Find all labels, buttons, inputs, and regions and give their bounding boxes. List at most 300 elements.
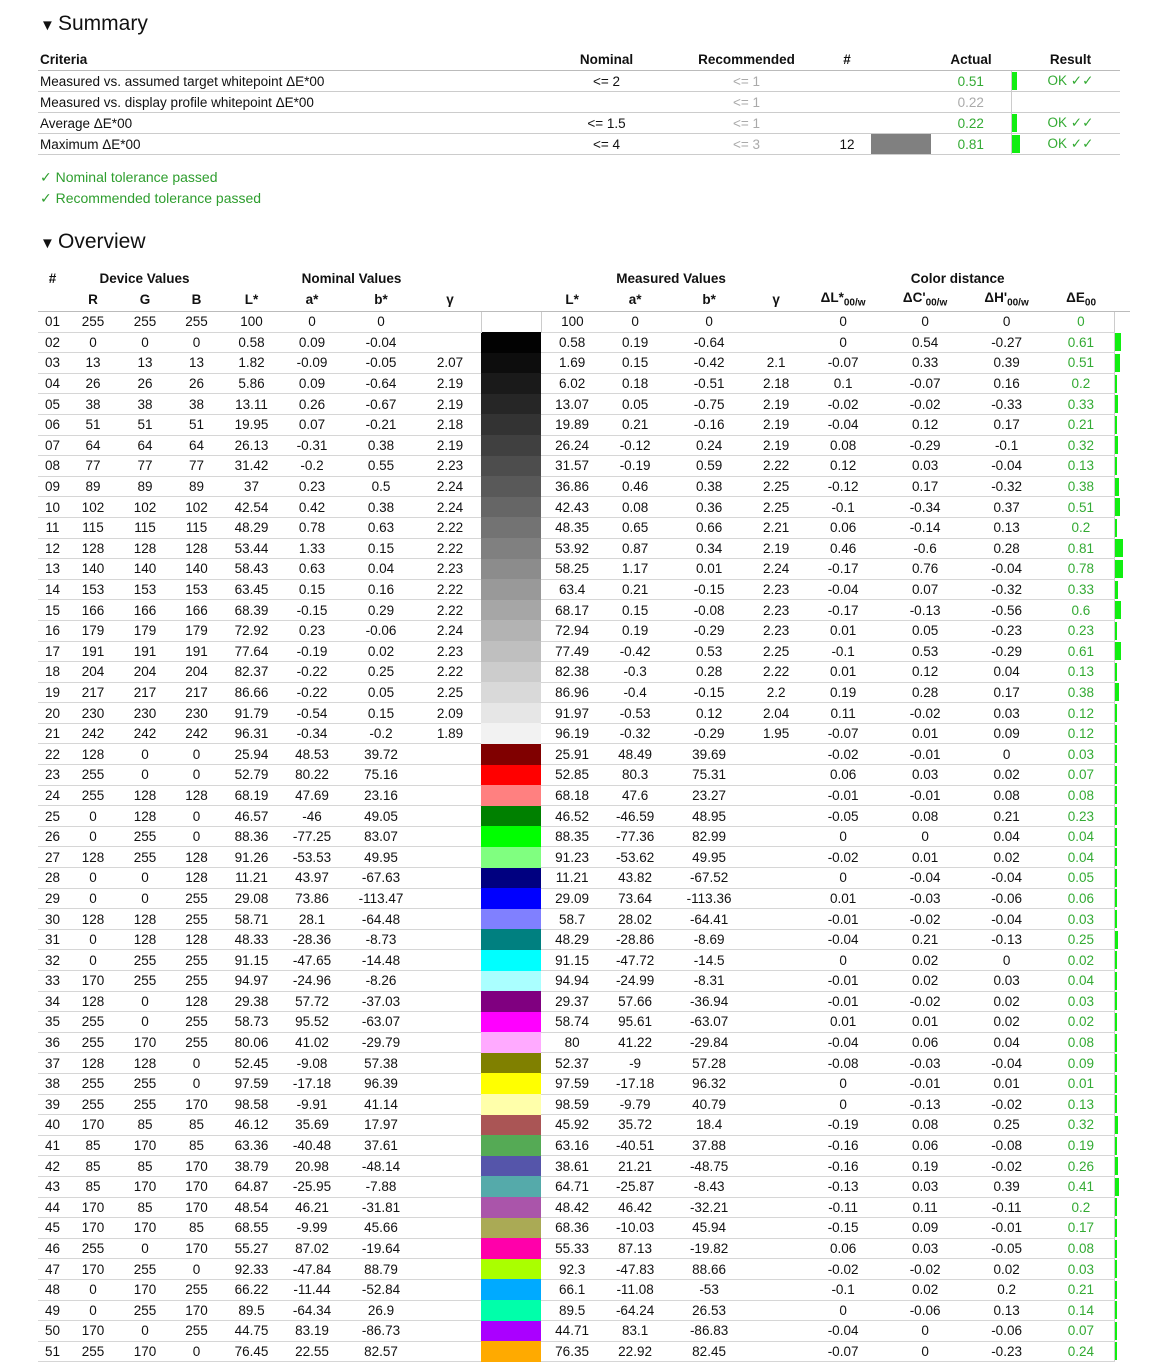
- nominal-gamma: 2.23: [419, 456, 481, 477]
- measured-b: 49.95: [667, 847, 751, 868]
- measured-gamma: [751, 1279, 801, 1300]
- nominal-l: 52.45: [222, 1053, 281, 1074]
- measured-a: 83.1: [603, 1321, 667, 1342]
- nominal-a: 0.78: [281, 517, 343, 538]
- measured-l: 42.43: [541, 497, 603, 518]
- device-g: 166: [119, 600, 171, 621]
- delta-h: 0.03: [965, 703, 1048, 724]
- measured-b: 0.12: [667, 703, 751, 724]
- color-swatch: [481, 353, 541, 374]
- nominal-l: 94.97: [222, 971, 281, 992]
- summary-count: [823, 113, 871, 134]
- delta-c: 0.08: [885, 806, 965, 827]
- device-b: 89: [171, 476, 222, 497]
- delta-h: -0.02: [965, 1094, 1048, 1115]
- col-r: R: [67, 288, 119, 312]
- delta-l: -0.16: [801, 1135, 885, 1156]
- measured-b: 0.66: [667, 517, 751, 538]
- nominal-gamma: [419, 868, 481, 889]
- nominal-gamma: [419, 1300, 481, 1321]
- nominal-gamma: 1.89: [419, 723, 481, 744]
- overview-header-number: #: [48, 270, 57, 286]
- device-b: 0: [171, 1259, 222, 1280]
- nominal-a: -47.84: [281, 1259, 343, 1280]
- measured-a: 0.46: [603, 476, 667, 497]
- table-row: [38, 517, 1130, 538]
- row-number: 48: [38, 1279, 67, 1300]
- delta-l: -0.15: [801, 1218, 885, 1239]
- nominal-a: 0.26: [281, 394, 343, 415]
- delta-c: -0.01: [885, 1073, 965, 1094]
- delta-l: 0: [801, 1300, 885, 1321]
- nominal-gamma: 2.19: [419, 435, 481, 456]
- nominal-b: -29.79: [343, 1032, 419, 1053]
- device-r: 77: [67, 456, 119, 477]
- measured-l: 91.23: [541, 847, 603, 868]
- nominal-a: -0.15: [281, 600, 343, 621]
- row-number: 09: [38, 476, 67, 497]
- nominal-b: -64.48: [343, 909, 419, 930]
- nominal-l: 82.37: [222, 662, 281, 683]
- color-swatch: [481, 971, 541, 992]
- device-r: 0: [67, 868, 119, 889]
- overview-toggle[interactable]: [40, 230, 146, 254]
- nominal-b: -0.2: [343, 723, 419, 744]
- delta-e: 0.23: [1048, 620, 1114, 641]
- device-g: 128: [119, 538, 171, 559]
- overview-header-device-values: Device Values: [99, 270, 190, 286]
- delta-e-bar: [1114, 1279, 1130, 1300]
- device-g: 255: [119, 312, 171, 333]
- delta-e-bar: [1114, 353, 1130, 374]
- measured-gamma: [751, 312, 801, 333]
- row-number: 49: [38, 1300, 67, 1321]
- delta-l: -0.01: [801, 971, 885, 992]
- measured-gamma: [751, 1341, 801, 1362]
- measured-a: -47.83: [603, 1259, 667, 1280]
- nominal-l: 55.27: [222, 1238, 281, 1259]
- measured-l: 58.25: [541, 559, 603, 580]
- device-g: 0: [119, 332, 171, 353]
- delta-l: -0.04: [801, 929, 885, 950]
- measured-a: -11.08: [603, 1279, 667, 1300]
- device-b: 255: [171, 1321, 222, 1342]
- device-g: 242: [119, 723, 171, 744]
- triangle-down-icon: ▼: [40, 17, 55, 34]
- measured-l: 80: [541, 1032, 603, 1053]
- delta-e: 0.14: [1048, 1300, 1114, 1321]
- color-swatch: [481, 312, 541, 333]
- measured-l: 63.16: [541, 1135, 603, 1156]
- nominal-b: -67.63: [343, 868, 419, 889]
- col-measured-b: b*: [667, 288, 751, 312]
- nominal-b: -113.47: [343, 888, 419, 909]
- nominal-gamma: 2.07: [419, 353, 481, 374]
- device-b: 170: [171, 1094, 222, 1115]
- row-number: 35: [38, 1012, 67, 1033]
- delta-e: 0.33: [1048, 394, 1114, 415]
- measured-l: 48.29: [541, 929, 603, 950]
- nominal-l: 66.22: [222, 1279, 281, 1300]
- color-swatch: [481, 723, 541, 744]
- delta-c: 0.02: [885, 1279, 965, 1300]
- delta-e: 0.12: [1048, 703, 1114, 724]
- measured-gamma: [751, 1053, 801, 1074]
- measured-l: 100: [541, 312, 603, 333]
- col-nominal-b: b*: [343, 288, 419, 312]
- nominal-l: 46.12: [222, 1115, 281, 1136]
- nominal-a: -53.53: [281, 847, 343, 868]
- delta-e: 0.32: [1048, 1115, 1114, 1136]
- delta-h: 0.39: [965, 1176, 1048, 1197]
- device-r: 230: [67, 703, 119, 724]
- measured-a: 0.65: [603, 517, 667, 538]
- summary-criteria: Measured vs. assumed target whitepoint ΔE*00: [38, 71, 543, 92]
- device-r: 38: [67, 394, 119, 415]
- table-row: [38, 1156, 1130, 1177]
- row-number: 17: [38, 641, 67, 662]
- nominal-b: -19.64: [343, 1238, 419, 1259]
- measured-l: 66.1: [541, 1279, 603, 1300]
- delta-c: 0.54: [885, 332, 965, 353]
- device-b: 170: [171, 1197, 222, 1218]
- nominal-l: 0.58: [222, 332, 281, 353]
- nominal-l: 46.57: [222, 806, 281, 827]
- device-r: 255: [67, 1094, 119, 1115]
- delta-c: 0.19: [885, 1156, 965, 1177]
- measured-gamma: 1.95: [751, 723, 801, 744]
- nominal-l: 25.94: [222, 744, 281, 765]
- summary-result: [1021, 92, 1120, 113]
- measured-gamma: [751, 785, 801, 806]
- row-number: 20: [38, 703, 67, 724]
- delta-e-bar: [1114, 723, 1130, 744]
- delta-e: 0.6: [1048, 600, 1114, 621]
- delta-e: 0.24: [1048, 1341, 1114, 1362]
- delta-e-bar: [1114, 435, 1130, 456]
- table-row: [38, 456, 1130, 477]
- summary-toggle[interactable]: [40, 12, 148, 36]
- device-r: 0: [67, 888, 119, 909]
- device-g: 0: [119, 1321, 171, 1342]
- table-row: [38, 312, 1130, 333]
- delta-e: 0.2: [1048, 1197, 1114, 1218]
- color-swatch: [481, 559, 541, 580]
- color-swatch: [481, 950, 541, 971]
- table-row: [38, 723, 1130, 744]
- device-r: 13: [67, 353, 119, 374]
- nominal-l: 48.54: [222, 1197, 281, 1218]
- row-number: 36: [38, 1032, 67, 1053]
- nominal-a: -9.99: [281, 1218, 343, 1239]
- row-number: 34: [38, 991, 67, 1012]
- measured-l: 76.35: [541, 1341, 603, 1362]
- delta-l: -0.02: [801, 847, 885, 868]
- table-row: [38, 353, 1130, 374]
- table-row: [38, 847, 1130, 868]
- device-r: 217: [67, 682, 119, 703]
- measured-b: -8.69: [667, 929, 751, 950]
- delta-e-bar: [1114, 971, 1130, 992]
- delta-c: -0.6: [885, 538, 965, 559]
- recommended-tolerance-passed: ✓ Recommended tolerance passed: [40, 190, 262, 206]
- nominal-l: 52.79: [222, 765, 281, 786]
- nominal-b: 26.9: [343, 1300, 419, 1321]
- measured-gamma: 2.19: [751, 538, 801, 559]
- nominal-b: -0.64: [343, 373, 419, 394]
- delta-h: 0.25: [965, 1115, 1048, 1136]
- nominal-l: 53.44: [222, 538, 281, 559]
- measured-gamma: [751, 1073, 801, 1094]
- device-r: 0: [67, 332, 119, 353]
- measured-a: 0.21: [603, 579, 667, 600]
- color-swatch: [481, 1218, 541, 1239]
- delta-c: -0.01: [885, 785, 965, 806]
- delta-l: -0.01: [801, 991, 885, 1012]
- device-b: 255: [171, 950, 222, 971]
- measured-a: -64.24: [603, 1300, 667, 1321]
- device-g: 255: [119, 971, 171, 992]
- delta-e-bar: [1114, 703, 1130, 724]
- row-number: 12: [38, 538, 67, 559]
- device-g: 170: [119, 1218, 171, 1239]
- delta-l: -0.02: [801, 1259, 885, 1280]
- device-b: 0: [171, 765, 222, 786]
- device-g: 255: [119, 1300, 171, 1321]
- delta-e: 0.04: [1048, 971, 1114, 992]
- delta-c: 0.06: [885, 1135, 965, 1156]
- delta-e: 0.25: [1048, 929, 1114, 950]
- nominal-l: 63.36: [222, 1135, 281, 1156]
- delta-e-bar: [1114, 600, 1130, 621]
- color-swatch: [481, 1032, 541, 1053]
- summary-result: OK ✓✓: [1021, 71, 1120, 92]
- measured-l: 97.59: [541, 1073, 603, 1094]
- delta-h: -0.08: [965, 1135, 1048, 1156]
- delta-l: -0.13: [801, 1176, 885, 1197]
- delta-h: -0.04: [965, 1053, 1048, 1074]
- nominal-gamma: 2.19: [419, 373, 481, 394]
- nominal-b: -8.26: [343, 971, 419, 992]
- nominal-b: 0.15: [343, 703, 419, 724]
- nominal-gamma: 2.09: [419, 703, 481, 724]
- measured-gamma: [751, 991, 801, 1012]
- summary-count: [823, 71, 871, 92]
- measured-b: -0.16: [667, 414, 751, 435]
- delta-h: -0.04: [965, 559, 1048, 580]
- nominal-b: 0.25: [343, 662, 419, 683]
- measured-b: -0.15: [667, 682, 751, 703]
- summary-nominal: [543, 92, 670, 113]
- delta-e-bar: [1114, 517, 1130, 538]
- nominal-gamma: 2.19: [419, 394, 481, 415]
- device-r: 0: [67, 1279, 119, 1300]
- nominal-l: 58.73: [222, 1012, 281, 1033]
- row-number: 10: [38, 497, 67, 518]
- device-r: 255: [67, 1238, 119, 1259]
- delta-l: -0.02: [801, 744, 885, 765]
- table-row: [38, 662, 1130, 683]
- color-swatch: [481, 1012, 541, 1033]
- delta-e: 0: [1048, 312, 1114, 333]
- measured-a: -0.53: [603, 703, 667, 724]
- measured-gamma: 2.04: [751, 703, 801, 724]
- nominal-gamma: [419, 1053, 481, 1074]
- color-swatch: [481, 517, 541, 538]
- measured-l: 46.52: [541, 806, 603, 827]
- delta-l: 0: [801, 950, 885, 971]
- measured-a: 73.64: [603, 888, 667, 909]
- measured-gamma: [751, 1115, 801, 1136]
- nominal-b: 0.55: [343, 456, 419, 477]
- device-g: 85: [119, 1197, 171, 1218]
- device-b: 242: [171, 723, 222, 744]
- delta-c: 0.76: [885, 559, 965, 580]
- nominal-l: 19.95: [222, 414, 281, 435]
- delta-h: 0.04: [965, 826, 1048, 847]
- color-swatch: [481, 847, 541, 868]
- measured-b: 23.27: [667, 785, 751, 806]
- delta-e-bar: [1114, 1135, 1130, 1156]
- measured-b: -64.41: [667, 909, 751, 930]
- measured-a: 87.13: [603, 1238, 667, 1259]
- device-b: 170: [171, 1300, 222, 1321]
- nominal-l: 88.36: [222, 826, 281, 847]
- nominal-b: -31.81: [343, 1197, 419, 1218]
- delta-e: 0.61: [1048, 332, 1114, 353]
- device-b: 170: [171, 1238, 222, 1259]
- device-r: 64: [67, 435, 119, 456]
- delta-c: -0.03: [885, 888, 965, 909]
- measured-l: 11.21: [541, 868, 603, 889]
- summary-nominal: <= 4: [543, 134, 670, 155]
- nominal-l: 38.79: [222, 1156, 281, 1177]
- delta-h: 0.01: [965, 1073, 1048, 1094]
- color-swatch: [481, 1053, 541, 1074]
- delta-e: 0.51: [1048, 353, 1114, 374]
- row-number: 45: [38, 1218, 67, 1239]
- color-swatch: [481, 1115, 541, 1136]
- delta-e-bar: [1114, 559, 1130, 580]
- measured-gamma: [751, 929, 801, 950]
- nominal-a: -0.09: [281, 353, 343, 374]
- row-number: 40: [38, 1115, 67, 1136]
- delta-l: -0.04: [801, 1032, 885, 1053]
- device-g: 255: [119, 1073, 171, 1094]
- measured-gamma: [751, 1300, 801, 1321]
- measured-gamma: [751, 1156, 801, 1177]
- measured-a: 95.61: [603, 1012, 667, 1033]
- summary-actual: 0.81: [931, 134, 1011, 155]
- delta-l: 0.08: [801, 435, 885, 456]
- nominal-b: 0: [343, 312, 419, 333]
- measured-gamma: [751, 1218, 801, 1239]
- device-r: 179: [67, 620, 119, 641]
- row-number: 32: [38, 950, 67, 971]
- delta-e-bar: [1114, 991, 1130, 1012]
- measured-a: 0.19: [603, 332, 667, 353]
- measured-gamma: 2.19: [751, 414, 801, 435]
- row-number: 22: [38, 744, 67, 765]
- device-b: 0: [171, 806, 222, 827]
- delta-h: -0.32: [965, 476, 1048, 497]
- measured-a: 47.6: [603, 785, 667, 806]
- table-row: [38, 1238, 1130, 1259]
- device-b: 0: [171, 1073, 222, 1094]
- delta-h: 0.04: [965, 1032, 1048, 1053]
- summary-result: OK ✓✓: [1021, 113, 1120, 134]
- measured-b: -113.36: [667, 888, 751, 909]
- nominal-a: 47.69: [281, 785, 343, 806]
- summary-row: [38, 134, 1120, 155]
- color-swatch: [481, 909, 541, 930]
- device-r: 128: [67, 744, 119, 765]
- nominal-b: -14.48: [343, 950, 419, 971]
- nominal-b: -0.21: [343, 414, 419, 435]
- measured-b: -36.94: [667, 991, 751, 1012]
- device-g: 255: [119, 826, 171, 847]
- delta-c: 0.11: [885, 1197, 965, 1218]
- row-number: 14: [38, 579, 67, 600]
- delta-e-bar: [1114, 579, 1130, 600]
- table-row: [38, 1279, 1130, 1300]
- table-row: [38, 1300, 1130, 1321]
- device-b: 128: [171, 868, 222, 889]
- device-r: 128: [67, 538, 119, 559]
- device-r: 115: [67, 517, 119, 538]
- row-number: 43: [38, 1176, 67, 1197]
- measured-a: -9.79: [603, 1094, 667, 1115]
- delta-e-bar: [1114, 1238, 1130, 1259]
- measured-gamma: [751, 868, 801, 889]
- measured-l: 68.36: [541, 1218, 603, 1239]
- delta-l: 0.01: [801, 662, 885, 683]
- nominal-gamma: [419, 806, 481, 827]
- device-r: 170: [67, 1259, 119, 1280]
- summary-result: OK ✓✓: [1021, 134, 1120, 155]
- row-number: 26: [38, 826, 67, 847]
- delta-e: 0.03: [1048, 1259, 1114, 1280]
- nominal-a: -17.18: [281, 1073, 343, 1094]
- device-g: 230: [119, 703, 171, 724]
- measured-a: -77.36: [603, 826, 667, 847]
- nominal-b: 0.02: [343, 641, 419, 662]
- nominal-l: 80.06: [222, 1032, 281, 1053]
- device-b: 77: [171, 456, 222, 477]
- nominal-l: 58.71: [222, 909, 281, 930]
- nominal-gamma: [419, 332, 481, 353]
- measured-a: 0.08: [603, 497, 667, 518]
- measured-gamma: [751, 826, 801, 847]
- delta-l: -0.12: [801, 476, 885, 497]
- delta-e-bar: [1114, 1073, 1130, 1094]
- nominal-l: 5.86: [222, 373, 281, 394]
- device-b: 166: [171, 600, 222, 621]
- measured-l: 98.59: [541, 1094, 603, 1115]
- nominal-a: 0.63: [281, 559, 343, 580]
- delta-e-bar: [1114, 1218, 1130, 1239]
- delta-l: 0.01: [801, 888, 885, 909]
- delta-e: 0.06: [1048, 888, 1114, 909]
- overview-header-color-distance: Color distance: [910, 270, 1005, 286]
- nominal-b: 83.07: [343, 826, 419, 847]
- device-g: 0: [119, 744, 171, 765]
- row-number: 03: [38, 353, 67, 374]
- device-g: 170: [119, 1032, 171, 1053]
- nominal-a: -0.22: [281, 682, 343, 703]
- delta-l: 0: [801, 1094, 885, 1115]
- measured-l: 19.89: [541, 414, 603, 435]
